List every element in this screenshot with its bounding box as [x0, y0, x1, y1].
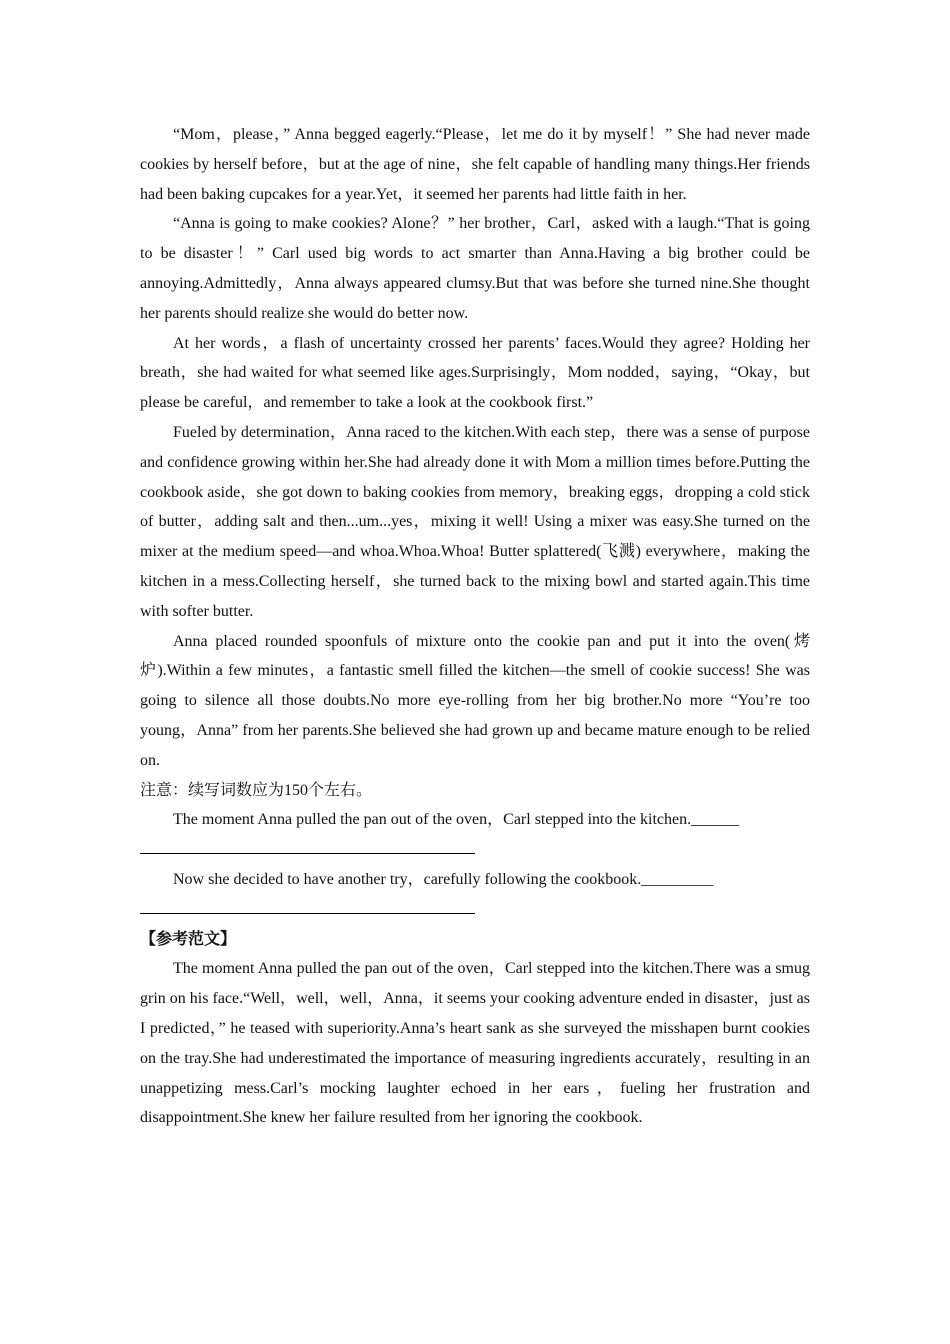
passage-paragraph-2: “Anna is going to make cookies? Alone？” her brother，Carl，asked with a laugh.“That is going to be disaster！” Carl used big words to act smarter than Anna.Having a big brother could be annoying.Admittedly，Anna always appeared clumsy.But that was before she turned nine.She thought her parents should realize she would do better now. [140, 215, 810, 322]
passage-paragraph-3: At her words，a flash of uncertainty crossed her parents’ faces.Would they agree? Holding her breath，she had waited for what seemed like ages.Surprisingly，Mom nodded，saying，“Okay，but please be careful，and remember to take a look at the cookbook first.” [140, 334, 810, 412]
reference-paragraph: The moment Anna pulled the pan out of the oven，Carl stepped into the kitchen.There was a smug grin on his face.“Well，well，well，Anna，it seems your cooking adventure ended in disaster，just as I predicted，” he teased with superiority.Anna’s heart sank as she surveyed the misshapen burnt cookies on the tray.She had underestimated the importance of measuring ingredients accurately，resulting in an unappetizing mess.Carl’s mocking laughter echoed in her ears，fueling her frustration and disappointment.She knew her failure resulted from her ignoring the cookbook. [140, 960, 811, 1127]
word-count-note: 注意：续写词数应为150个左右。 [140, 781, 373, 799]
answer-line-1 [140, 853, 475, 854]
passage-paragraph-1: “Mom，please，” Anna begged eagerly.“Please，let me do it by myself！” She had never made cookies by herself before，but at the age of nine，she felt capable of handling many things.Her friends had been baking cupcakes for a year.Yet，it seemed her parents had little faith in her. [140, 126, 810, 203]
reference-heading: 【参考范文】 [140, 930, 237, 948]
answer-blank-2 [140, 895, 810, 925]
answer-blank-1 [140, 835, 810, 865]
continuation-prompt-2: Now she decided to have another try，carefully following the cookbook._________ [173, 870, 714, 888]
answer-line-2 [140, 913, 475, 914]
passage-paragraph-4: Fueled by determination，Anna raced to the kitchen.With each step，there was a sense of purpose and confidence growing within her.She had already done it with Mom a million times before.Putting the cookbook aside，she got down to baking cookies from memory，breaking eggs，dropping a cold stick of butter，adding salt and then...um...yes，mixing it well! Using a mixer was easy.She turned on the mixer at the medium speed—and whoa.Whoa.Whoa! Butter splattered(飞溅) everywhere，making the kitchen in a mess.Collecting herself，she turned back to the mixing bowl and started again.This time with softer butter. [140, 423, 810, 620]
document-page [140, 120, 810, 1133]
continuation-prompt-1: The moment Anna pulled the pan out of the oven，Carl stepped into the kitchen.______ [173, 811, 740, 829]
passage-paragraph-5: Anna placed rounded spoonfuls of mixture onto the cookie pan and put it into the oven(烤炉).Within a few minutes，a fantastic smell filled the kitchen—the smell of cookie success! She was going to silence all those doubts.No more eye-rolling from her big brother.No more “You’re too young，Anna” from her parents.She believed she had grown up and became mature enough to be relied on. [140, 632, 810, 769]
